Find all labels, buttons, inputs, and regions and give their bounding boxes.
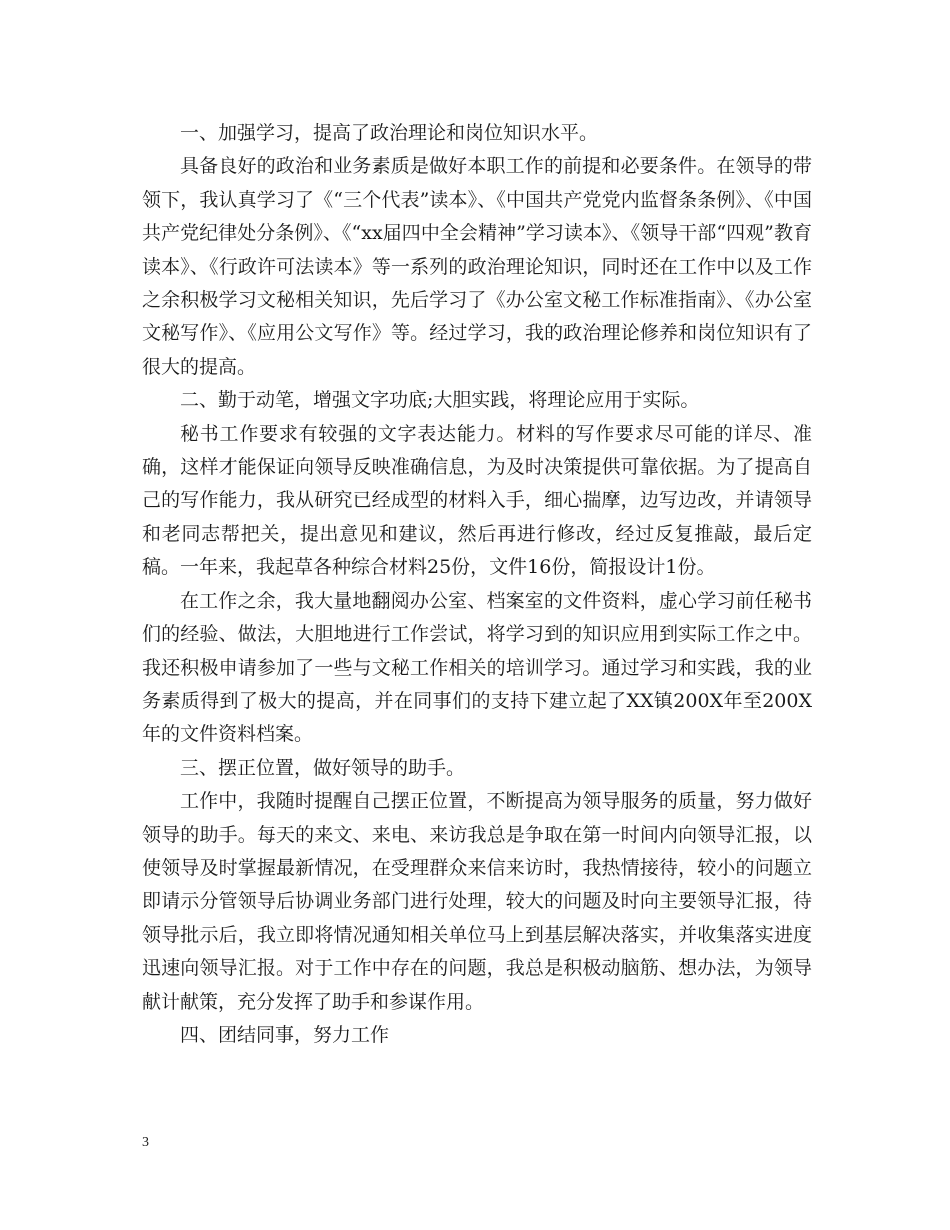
- body-paragraph: 秘书工作要求有较强的文字表达能力。材料的写作要求尽可能的详尽、准确，这样才能保证向领导反映准确信息，为及时决策提供可靠依据。为了提高自己的写作能力，我从研究已经成型的材料入手，细心揣摩，边写边改，并请领导和老同志帮把关，提出意见和建议，然后再进行修改，经过反复推敲，最后定稿。一年来，我起草各种综合材料25份，文件16份，简报设计1份。: [142, 422, 812, 579]
- page-number: 3: [142, 1135, 149, 1150]
- body-paragraph: 在工作之余，我大量地翻阅办公室、档案室的文件资料，虚心学习前任秘书们的经验、做法，大胆地进行工作尝试，将学习到的知识应用到实际工作之中。我还积极申请参加了一些与文秘工作相关的培训学习。通过学习和实践，我的业务素质得到了极大的提高，并在同事们的支持下建立起了XX镇200X年至200X年的文件资料档案。: [142, 589, 812, 746]
- section-heading-1: 一、加强学习，提高了政治理论和岗位知识水平。: [180, 122, 599, 144]
- section-heading-2: 二、勤于动笔，增强文字功底;大胆实践，将理论应用于实际。: [180, 389, 700, 412]
- section-heading-3: 三、摆正位置，做好领导的助手。: [180, 756, 466, 779]
- section-heading-4: 四、团结同事，努力工作: [180, 1023, 390, 1046]
- body-paragraph: 具备良好的政治和业务素质是做好本职工作的前提和必要条件。在领导的带领下，我认真学习了《“三个代表”读本》、《中国共产党党内监督条条例》、《中国共产党纪律处分条例》、《“xx届四中全会精神”学习读本》、《领导干部“四观”教育读本》、《行政许可法读本》等一系列的政治理论知识，同时还在工作中以及工作之余积极学习文秘相关知识，先后学习了《办公室文秘工作标准指南》、《办公室文秘写作》、《应用公文写作》等。经过学习，我的政治理论修养和岗位知识有了很大的提高。: [142, 155, 812, 378]
- body-paragraph: 工作中，我随时提醒自己摆正位置，不断提高为领导服务的质量，努力做好领导的助手。每天的来文、来电、来访我总是争取在第一时间内向领导汇报，以使领导及时掌握最新情况，在受理群众来信来访时，我热情接待，较小的问题立即请示分管领导后协调业务部门进行处理，较大的问题及时向主要领导汇报，待领导批示后，我立即将情况通知相关单位马上到基层解决落实，并收集落实进度迅速向领导汇报。对于工作中存在的问题，我总是积极动脑筋、想办法，为领导献计献策，充分发挥了助手和参谋作用。: [142, 790, 812, 1013]
- document-body: [142, 117, 812, 1052]
